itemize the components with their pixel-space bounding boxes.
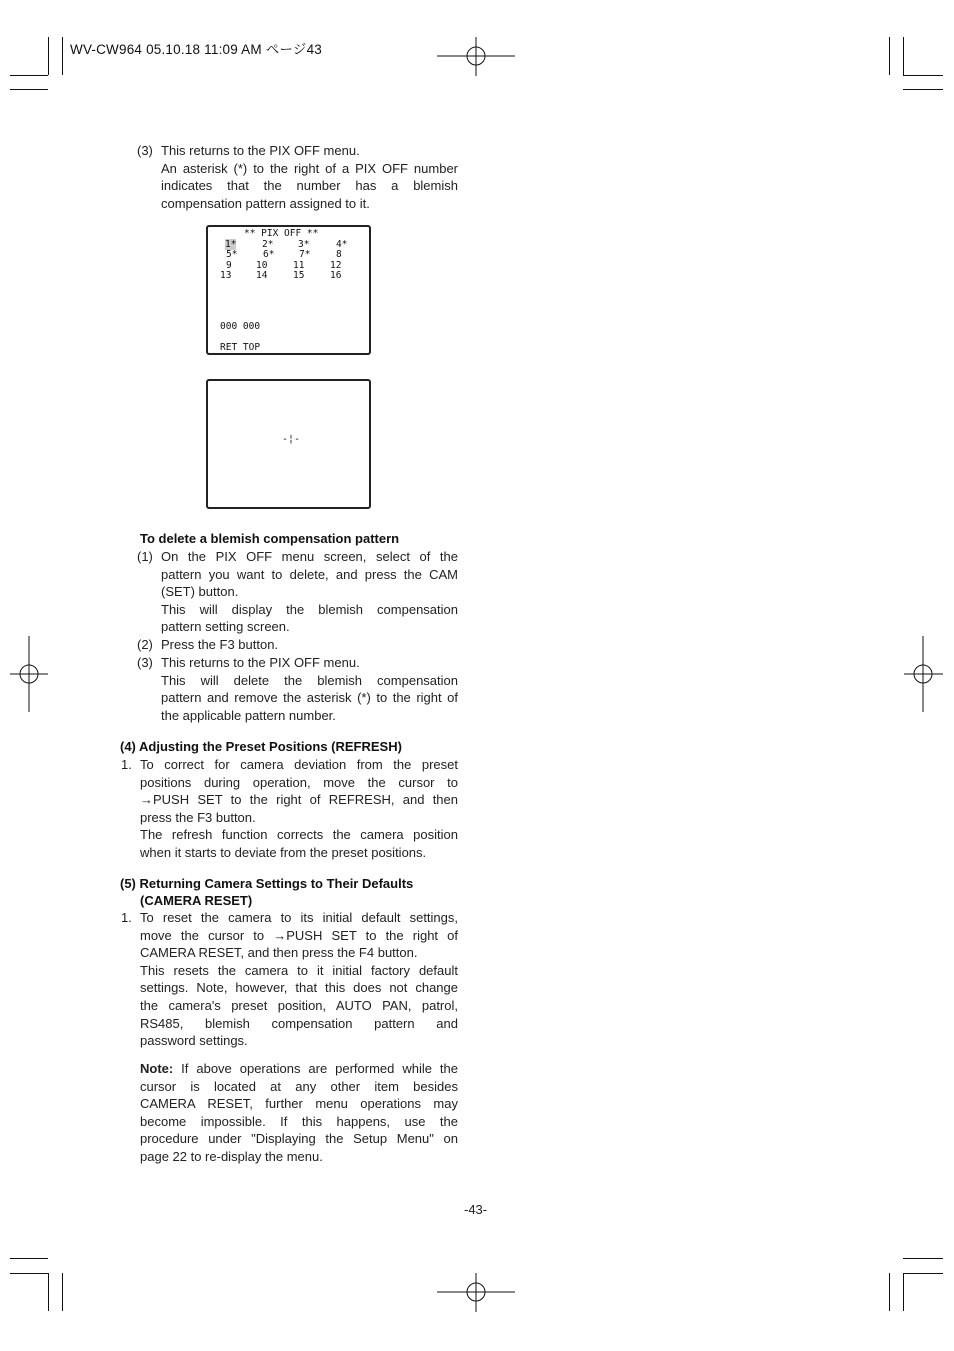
step-number: (3) (137, 655, 153, 670)
delete-section-title: To delete a blemish compensation pattern (140, 531, 400, 546)
pix-cell: 6* (263, 249, 275, 260)
pix-cell: 7* (299, 249, 311, 260)
screen-footer: RET TOP (220, 342, 261, 353)
pix-cell: 9 (226, 260, 232, 271)
pixoff-step3-text: This returns to the PIX OFF menu. An asterisk (*) to the right of a PIX OFF number indicates that the number has a blemish compensation pattern assigned to it. (161, 143, 458, 211)
step-number: (1) (137, 549, 153, 564)
step-number: 1. (121, 757, 132, 772)
pix-cell: 11 (293, 260, 305, 271)
pix-cell: 5* (226, 249, 238, 260)
pix-cell: 12 (330, 260, 342, 271)
pix-cell: 8 (336, 249, 342, 260)
pix-cell: 2* (262, 239, 274, 250)
delete-step1-text: On the PIX OFF menu screen, select of the pattern you want to delete, and press the CAM (SET) button. This will display the blemish compensation pattern setting screen. (161, 549, 458, 635)
pix-off-menu-screen (206, 225, 371, 355)
pix-cell: 10 (256, 260, 268, 271)
screen-code: 000 000 (220, 321, 261, 332)
note-label: Note: (140, 1061, 174, 1076)
pix-cell: 14 (256, 270, 268, 281)
pix-cell: 3* (298, 239, 310, 250)
pix-cell: 13 (220, 270, 232, 281)
blemish-setting-screen (206, 379, 371, 509)
print-header: WV-CW964 05.10.18 11:09 AM ページ43 (70, 42, 322, 57)
pix-cell: 15 (293, 270, 305, 281)
pix-cell: 16 (330, 270, 342, 281)
blemish-cursor-marker: -¦- (282, 434, 301, 445)
reset-step-text: To reset the camera to its initial default settings, move the cursor to →PUSH SET to the right of CAMERA RESET, and then press the F4 button. This resets the camera to it initial factory default settings. Note, however, that this does not change the camera's preset position, AUTO PAN, patrol, RS485, blemish compensation pattern and password settings. (140, 910, 458, 1049)
page-number: -43- (464, 1202, 488, 1217)
delete-step3-text: This returns to the PIX OFF menu. This will delete the blemish compensation pattern and remove the asterisk (*) to the right of the applicable pattern number. (161, 655, 458, 723)
screen-title: ** PIX OFF ** (244, 228, 319, 239)
reset-section-title: (5) Returning Camera Settings to Their Defaults (120, 876, 414, 891)
pix-cell: 1* (225, 239, 237, 250)
refresh-section-title: (4) Adjusting the Preset Positions (REFRESH) (120, 739, 402, 754)
delete-step2-text: Press the F3 button. (161, 637, 279, 652)
reset-section-subtitle: (CAMERA RESET) (140, 893, 253, 908)
pix-cell: 4* (336, 239, 348, 250)
step-number: 1. (121, 910, 132, 925)
step-number: (2) (137, 637, 153, 652)
refresh-step-text: To correct for camera deviation from the preset positions during operation, move the cursor to →PUSH SET to the right of REFRESH, and then press the F3 button. The refresh function corrects the camera position when it starts to deviate from the preset positions. (140, 757, 458, 860)
step-number: (3) (137, 143, 153, 158)
reset-note: Note: If above operations are performed while the cursor is located at any other item besides CAMERA RESET, further menu operations may become impossible. If this happens, use the procedure under "Displaying the Setup Menu" on page 22 to re-display the menu. (140, 1061, 458, 1164)
